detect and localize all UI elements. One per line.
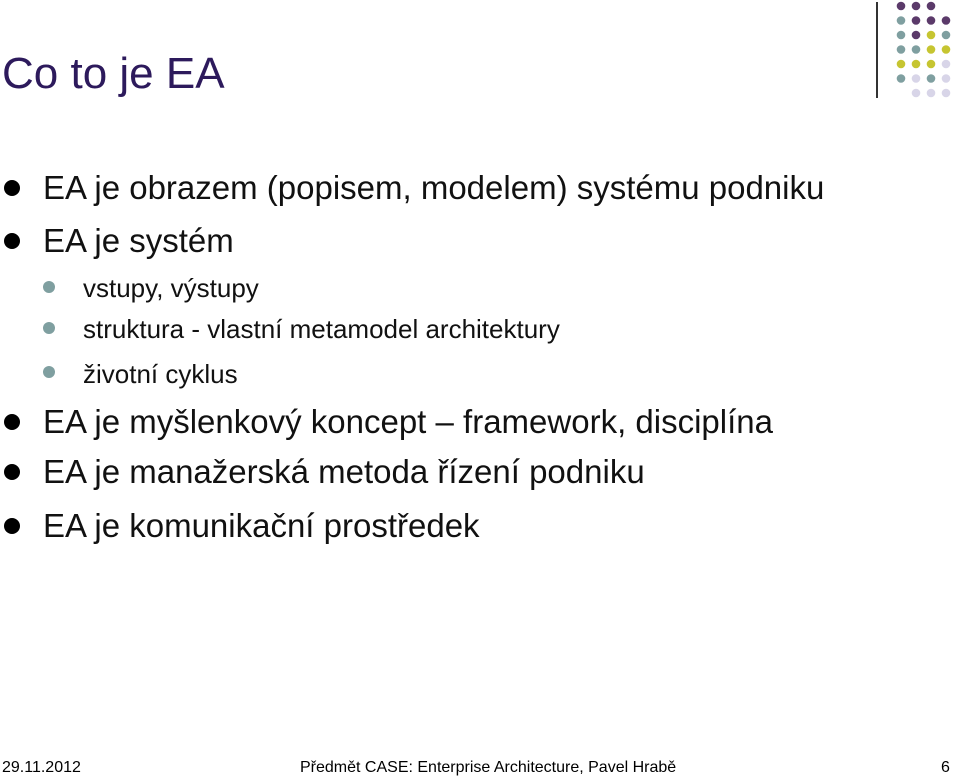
sub-bullet-item: vstupy, výstupy — [83, 273, 259, 303]
slide-title: Co to je EA — [2, 49, 225, 98]
sub-bullet-marker — [43, 366, 55, 378]
bullet-marker — [4, 464, 20, 480]
bullet-marker — [4, 518, 20, 534]
bullet-marker — [4, 233, 20, 249]
bullet-item: EA je systém — [43, 222, 234, 259]
bullet-item: EA je komunikační prostředek — [43, 507, 480, 544]
bullet-marker — [4, 414, 20, 430]
bullet-marker — [4, 180, 20, 196]
sub-bullet-item: životní cyklus — [83, 359, 238, 389]
footer-course-title: Předmět CASE: Enterprise Architecture, Pavel Hrabě — [300, 759, 677, 776]
sub-bullet-marker — [43, 281, 55, 293]
sub-bullet-item: struktura - vlastní metamodel architektury — [83, 314, 560, 344]
footer-date: 29.11.2012 — [2, 759, 81, 776]
bullet-item: EA je obrazem (popisem, modelem) systému podniku — [43, 169, 825, 206]
bullet-item: EA je myšlenkový koncept – framework, disciplína — [43, 403, 773, 440]
footer-page-number: 6 — [941, 759, 950, 776]
sub-bullet-marker — [43, 322, 55, 334]
bullet-item: EA je manažerská metoda řízení podniku — [43, 453, 645, 490]
